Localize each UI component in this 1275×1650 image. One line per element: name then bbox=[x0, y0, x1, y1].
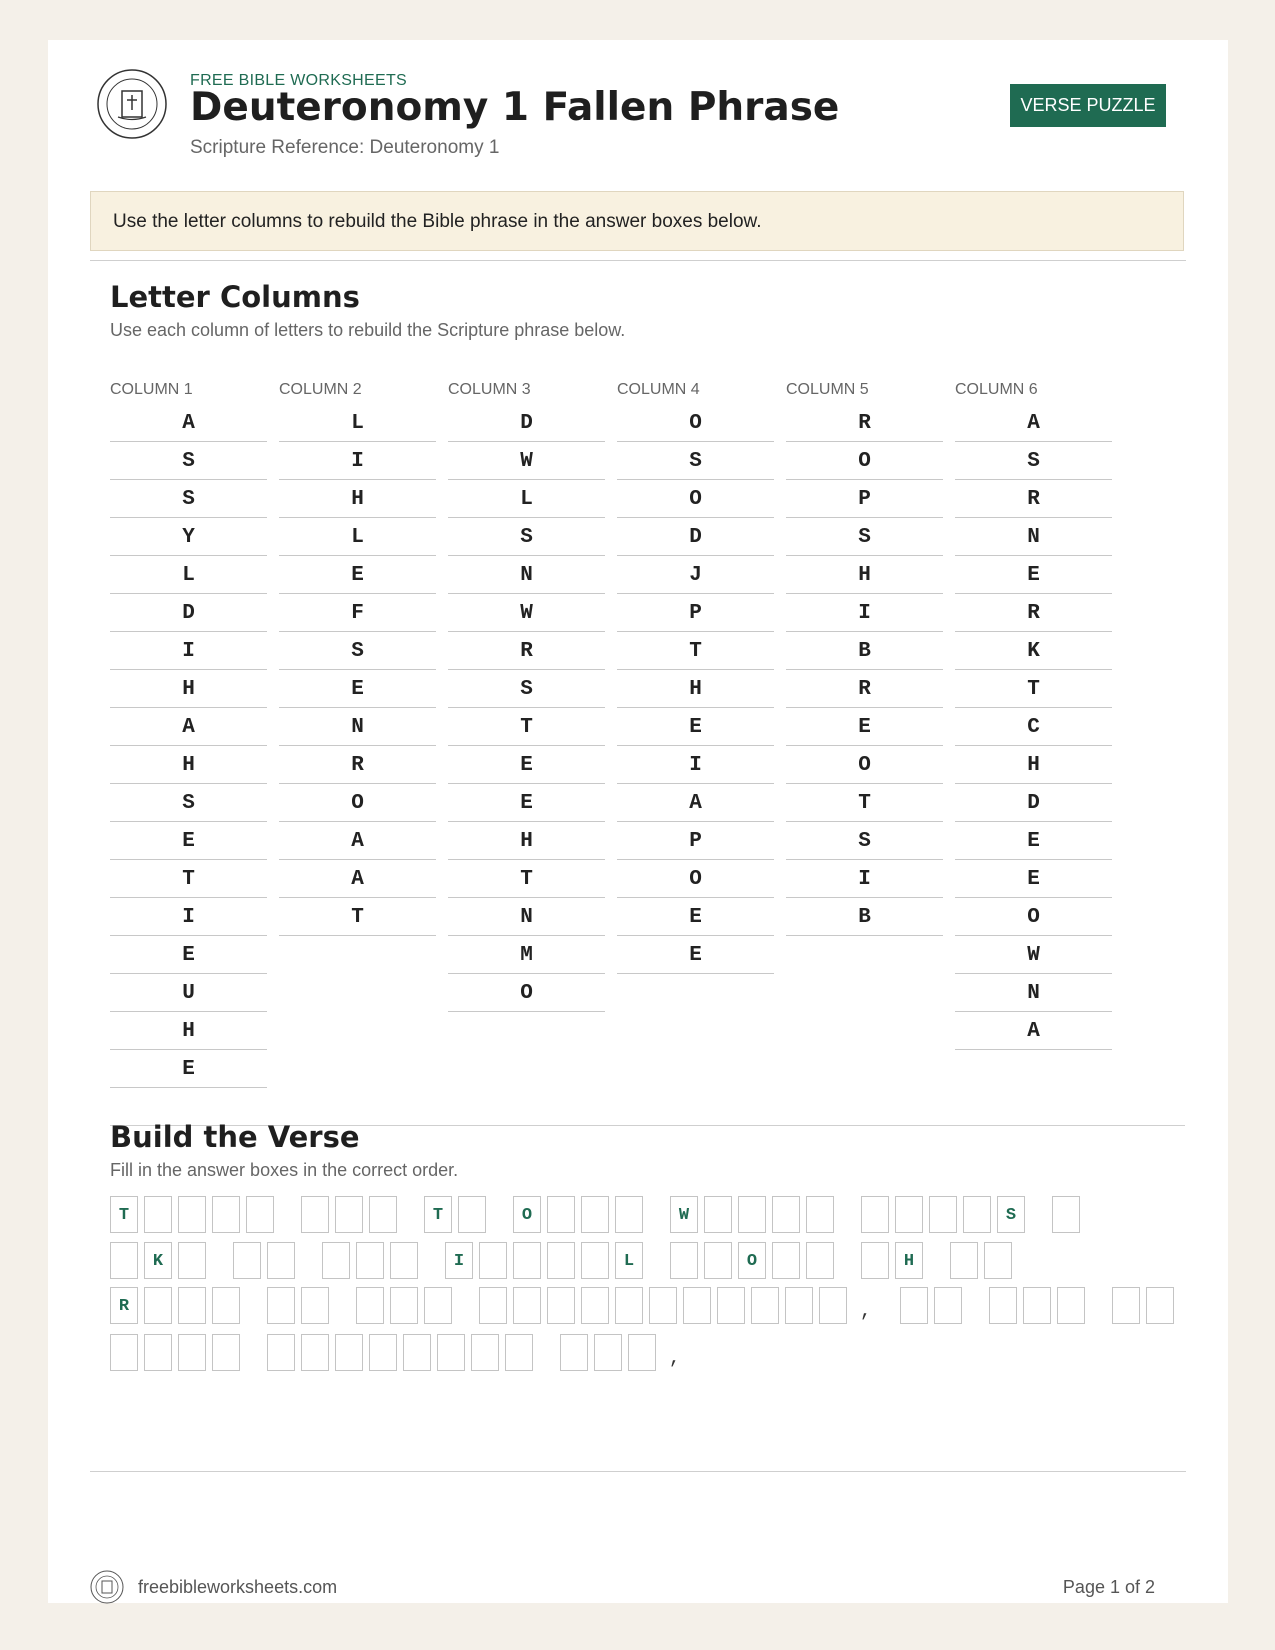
letter-cell: D bbox=[617, 518, 774, 556]
answer-box[interactable] bbox=[861, 1242, 889, 1279]
hint-letter-box[interactable]: T bbox=[110, 1196, 138, 1233]
answer-word bbox=[356, 1287, 458, 1324]
hint-letter-box[interactable]: L bbox=[615, 1242, 643, 1279]
answer-box[interactable] bbox=[806, 1196, 834, 1233]
answer-box[interactable] bbox=[437, 1334, 465, 1371]
letter-cell: A bbox=[279, 822, 436, 860]
answer-word bbox=[1052, 1196, 1086, 1233]
answer-box[interactable] bbox=[594, 1334, 622, 1371]
letter-cell: S bbox=[110, 784, 267, 822]
letter-cell: T bbox=[448, 708, 605, 746]
divider bbox=[90, 260, 1186, 261]
letter-cell: E bbox=[279, 556, 436, 594]
answer-word bbox=[110, 1334, 246, 1371]
hint-letter-box[interactable]: O bbox=[738, 1242, 766, 1279]
letter-cell: T bbox=[955, 670, 1112, 708]
answer-word bbox=[267, 1287, 335, 1324]
letter-cell: H bbox=[110, 746, 267, 784]
answer-box[interactable] bbox=[267, 1287, 295, 1324]
letter-cell: E bbox=[279, 670, 436, 708]
letter-cell: E bbox=[617, 936, 774, 974]
answer-box[interactable] bbox=[471, 1334, 499, 1371]
answer-box[interactable] bbox=[785, 1287, 813, 1324]
letter-cell: S bbox=[617, 442, 774, 480]
comma-punctuation: , bbox=[669, 1347, 681, 1369]
letter-cell: E bbox=[786, 708, 943, 746]
letter-cell: A bbox=[955, 1012, 1112, 1050]
answer-box[interactable] bbox=[390, 1287, 418, 1324]
answer-box[interactable] bbox=[110, 1334, 138, 1371]
answer-box[interactable] bbox=[1023, 1287, 1051, 1324]
answer-word bbox=[233, 1242, 301, 1279]
answer-word bbox=[900, 1287, 968, 1324]
letter-cell: D bbox=[955, 784, 1112, 822]
letter-column bbox=[786, 378, 943, 936]
answer-box[interactable] bbox=[369, 1196, 397, 1233]
letter-cell: L bbox=[448, 480, 605, 518]
answer-box[interactable] bbox=[704, 1196, 732, 1233]
letter-cell: O bbox=[617, 480, 774, 518]
letter-cell: W bbox=[955, 936, 1112, 974]
footer-site: freebibleworksheets.com bbox=[138, 1577, 338, 1597]
answer-box[interactable] bbox=[301, 1287, 329, 1324]
column-label: COLUMN 4 bbox=[617, 381, 700, 398]
answer-box[interactable] bbox=[1052, 1196, 1080, 1233]
hint-letter-box[interactable]: S bbox=[997, 1196, 1025, 1233]
answer-word bbox=[670, 1196, 840, 1233]
letter-cell: R bbox=[786, 670, 943, 708]
letter-cell: R bbox=[448, 632, 605, 670]
answer-box[interactable] bbox=[144, 1196, 172, 1233]
answer-box[interactable] bbox=[301, 1334, 329, 1371]
letter-cell: B bbox=[786, 632, 943, 670]
answer-box[interactable] bbox=[144, 1334, 172, 1371]
column-label: COLUMN 3 bbox=[448, 381, 531, 398]
answer-box[interactable] bbox=[581, 1196, 609, 1233]
letter-cell: E bbox=[110, 936, 267, 974]
letter-cell: R bbox=[279, 746, 436, 784]
answer-box[interactable] bbox=[560, 1334, 588, 1371]
letter-cell: I bbox=[617, 746, 774, 784]
answer-word bbox=[560, 1334, 662, 1371]
answer-box[interactable] bbox=[581, 1287, 609, 1324]
answer-row bbox=[110, 1196, 1107, 1234]
answer-box[interactable] bbox=[819, 1287, 847, 1324]
letter-cell: W bbox=[448, 442, 605, 480]
answer-box[interactable] bbox=[1057, 1287, 1085, 1324]
verse-puzzle-badge: VERSE PUZZLE bbox=[1010, 84, 1166, 127]
answer-box[interactable] bbox=[424, 1287, 452, 1324]
letter-cell: H bbox=[110, 1012, 267, 1050]
letter-cell: W bbox=[448, 594, 605, 632]
answer-box[interactable] bbox=[212, 1196, 240, 1233]
page-title: Deuteronomy 1 Fallen Phrase bbox=[190, 85, 840, 130]
letter-cell: E bbox=[110, 822, 267, 860]
answer-box[interactable] bbox=[963, 1196, 991, 1233]
letter-cell: H bbox=[448, 822, 605, 860]
answer-box[interactable] bbox=[615, 1196, 643, 1233]
letter-cell: C bbox=[955, 708, 1112, 746]
letter-cell: H bbox=[110, 670, 267, 708]
letter-cell: D bbox=[110, 594, 267, 632]
letter-cell: B bbox=[786, 898, 943, 936]
answer-box[interactable] bbox=[178, 1242, 206, 1279]
answer-box[interactable] bbox=[403, 1334, 431, 1371]
answer-box[interactable] bbox=[772, 1242, 800, 1279]
answer-box[interactable] bbox=[335, 1196, 363, 1233]
answer-box[interactable] bbox=[267, 1242, 295, 1279]
letter-cell: R bbox=[955, 480, 1112, 518]
answer-box[interactable] bbox=[178, 1196, 206, 1233]
answer-box[interactable] bbox=[670, 1242, 698, 1279]
letter-cell: I bbox=[279, 442, 436, 480]
letter-cell: Y bbox=[110, 518, 267, 556]
answer-box[interactable] bbox=[806, 1242, 834, 1279]
answer-box[interactable] bbox=[356, 1287, 384, 1324]
answer-box[interactable] bbox=[547, 1196, 575, 1233]
letter-cell: O bbox=[279, 784, 436, 822]
brand-name: FREE BIBLE WORKSHEETS bbox=[190, 72, 408, 89]
answer-box[interactable] bbox=[547, 1242, 575, 1279]
answer-box[interactable] bbox=[717, 1287, 745, 1324]
answer-word bbox=[445, 1242, 649, 1279]
hint-letter-box[interactable]: W bbox=[670, 1196, 698, 1233]
letter-cell: E bbox=[617, 898, 774, 936]
scripture-reference: Scripture Reference: Deuteronomy 1 bbox=[190, 137, 500, 158]
letter-cell: T bbox=[110, 860, 267, 898]
letter-cell: N bbox=[955, 974, 1112, 1012]
letter-cell: I bbox=[110, 632, 267, 670]
answer-box[interactable] bbox=[390, 1242, 418, 1279]
answer-box[interactable] bbox=[301, 1196, 329, 1233]
letter-cell: S bbox=[110, 480, 267, 518]
letter-cell: P bbox=[617, 822, 774, 860]
letter-column bbox=[110, 378, 267, 1088]
answer-box[interactable] bbox=[513, 1242, 541, 1279]
letter-column bbox=[955, 378, 1112, 1050]
answer-word bbox=[110, 1196, 280, 1233]
answer-box[interactable] bbox=[505, 1334, 533, 1371]
letter-columns-heading: Letter Columns bbox=[110, 280, 360, 314]
letter-cell: H bbox=[617, 670, 774, 708]
answer-box[interactable] bbox=[267, 1334, 295, 1371]
letter-cell: O bbox=[617, 860, 774, 898]
answer-word bbox=[513, 1196, 649, 1233]
answer-box[interactable] bbox=[547, 1287, 575, 1324]
letter-cell: E bbox=[110, 1050, 267, 1088]
letter-cell: S bbox=[955, 442, 1112, 480]
letter-cell: A bbox=[955, 404, 1112, 442]
answer-box[interactable] bbox=[479, 1242, 507, 1279]
answer-box[interactable] bbox=[628, 1334, 656, 1371]
answer-word bbox=[1112, 1287, 1180, 1324]
letter-cell: O bbox=[786, 746, 943, 784]
answer-word bbox=[424, 1196, 492, 1233]
footer-divider bbox=[90, 1471, 1186, 1472]
letter-cell: N bbox=[448, 556, 605, 594]
answer-box[interactable] bbox=[772, 1196, 800, 1233]
letter-cell: S bbox=[448, 670, 605, 708]
letter-cell: T bbox=[448, 860, 605, 898]
letter-cell: P bbox=[617, 594, 774, 632]
answer-box[interactable] bbox=[178, 1334, 206, 1371]
hint-letter-box[interactable]: I bbox=[445, 1242, 473, 1279]
answer-box[interactable] bbox=[751, 1287, 779, 1324]
letter-column bbox=[448, 378, 605, 1012]
answer-box[interactable] bbox=[895, 1196, 923, 1233]
letter-cell: N bbox=[448, 898, 605, 936]
build-verse-heading: Build the Verse bbox=[110, 1120, 360, 1154]
answer-box[interactable] bbox=[934, 1287, 962, 1324]
letter-cell: E bbox=[955, 860, 1112, 898]
letter-cell: E bbox=[955, 556, 1112, 594]
letter-cell: A bbox=[110, 708, 267, 746]
answer-row bbox=[110, 1334, 709, 1372]
letter-cell: O bbox=[617, 404, 774, 442]
hint-letter-box[interactable]: R bbox=[110, 1287, 138, 1324]
letter-cell: S bbox=[448, 518, 605, 556]
answer-box[interactable] bbox=[246, 1196, 274, 1233]
letter-cell: I bbox=[110, 898, 267, 936]
letter-cell: I bbox=[786, 860, 943, 898]
letter-cell: E bbox=[448, 746, 605, 784]
letter-cell: J bbox=[617, 556, 774, 594]
letter-cell: M bbox=[448, 936, 605, 974]
letter-cell: N bbox=[955, 518, 1112, 556]
letter-columns-subtitle: Use each column of letters to rebuild the Scripture phrase below. bbox=[110, 320, 626, 340]
letter-cell: T bbox=[279, 898, 436, 936]
answer-box[interactable] bbox=[479, 1287, 507, 1324]
answer-box[interactable] bbox=[335, 1334, 363, 1371]
letter-cell: O bbox=[786, 442, 943, 480]
hint-letter-box[interactable]: H bbox=[895, 1242, 923, 1279]
column-label: COLUMN 1 bbox=[110, 381, 193, 398]
answer-box[interactable] bbox=[989, 1287, 1017, 1324]
letter-cell: S bbox=[110, 442, 267, 480]
answer-row bbox=[110, 1242, 1039, 1280]
answer-word bbox=[110, 1242, 212, 1279]
footer-logo-icon bbox=[90, 1570, 124, 1604]
answer-box[interactable] bbox=[1112, 1287, 1140, 1324]
letter-cell: E bbox=[448, 784, 605, 822]
letter-cell: F bbox=[279, 594, 436, 632]
letter-cell: H bbox=[786, 556, 943, 594]
answer-word bbox=[322, 1242, 424, 1279]
answer-word bbox=[301, 1196, 403, 1233]
letter-cell: T bbox=[786, 784, 943, 822]
answer-box[interactable] bbox=[738, 1196, 766, 1233]
letter-cell: S bbox=[279, 632, 436, 670]
column-label: COLUMN 6 bbox=[955, 381, 1038, 398]
hint-letter-box[interactable]: O bbox=[513, 1196, 541, 1233]
answer-box[interactable] bbox=[178, 1287, 206, 1324]
answer-box[interactable] bbox=[950, 1242, 978, 1279]
letter-cell: R bbox=[786, 404, 943, 442]
hint-letter-box[interactable]: K bbox=[144, 1242, 172, 1279]
letter-cell: H bbox=[279, 480, 436, 518]
answer-box[interactable] bbox=[513, 1287, 541, 1324]
letter-cell: D bbox=[448, 404, 605, 442]
answer-box[interactable] bbox=[458, 1196, 486, 1233]
letter-cell: T bbox=[617, 632, 774, 670]
letter-cell: O bbox=[955, 898, 1112, 936]
answer-box[interactable] bbox=[1146, 1287, 1174, 1324]
answer-box[interactable] bbox=[581, 1242, 609, 1279]
answer-box[interactable] bbox=[649, 1287, 677, 1324]
answer-box[interactable] bbox=[900, 1287, 928, 1324]
answer-box[interactable] bbox=[212, 1287, 240, 1324]
answer-box[interactable] bbox=[356, 1242, 384, 1279]
answer-row bbox=[110, 1287, 1201, 1325]
answer-word bbox=[670, 1242, 840, 1279]
hint-letter-box[interactable]: T bbox=[424, 1196, 452, 1233]
letter-cell: E bbox=[617, 708, 774, 746]
letter-column bbox=[617, 378, 774, 974]
answer-word bbox=[950, 1242, 1018, 1279]
answer-box[interactable] bbox=[704, 1242, 732, 1279]
letter-cell: S bbox=[786, 822, 943, 860]
answer-box[interactable] bbox=[369, 1334, 397, 1371]
answer-box[interactable] bbox=[861, 1196, 889, 1233]
answer-word bbox=[861, 1242, 929, 1279]
column-label: COLUMN 2 bbox=[279, 381, 362, 398]
letter-cell: A bbox=[110, 404, 267, 442]
letter-cell: L bbox=[110, 556, 267, 594]
letter-cell: L bbox=[279, 518, 436, 556]
letter-column bbox=[279, 378, 436, 936]
letter-cell: K bbox=[955, 632, 1112, 670]
letter-cell: S bbox=[786, 518, 943, 556]
worksheet-page bbox=[48, 40, 1228, 1603]
answer-word bbox=[110, 1287, 246, 1324]
answer-box[interactable] bbox=[615, 1287, 643, 1324]
letter-cell: I bbox=[786, 594, 943, 632]
letter-cell: A bbox=[617, 784, 774, 822]
answer-box[interactable] bbox=[212, 1334, 240, 1371]
build-verse-subtitle: Fill in the answer boxes in the correct order. bbox=[110, 1160, 459, 1180]
answer-box[interactable] bbox=[110, 1242, 138, 1279]
answer-box[interactable] bbox=[144, 1287, 172, 1324]
column-label: COLUMN 5 bbox=[786, 381, 869, 398]
letter-cell: H bbox=[955, 746, 1112, 784]
answer-word bbox=[479, 1287, 853, 1324]
answer-word bbox=[861, 1196, 1031, 1233]
letter-cell: R bbox=[955, 594, 1112, 632]
answer-word bbox=[267, 1334, 539, 1371]
letter-cell: P bbox=[786, 480, 943, 518]
answer-box[interactable] bbox=[984, 1242, 1012, 1279]
comma-punctuation: , bbox=[860, 1300, 872, 1322]
letter-cell: N bbox=[279, 708, 436, 746]
letter-cell: U bbox=[110, 974, 267, 1012]
letter-cell: E bbox=[955, 822, 1112, 860]
answer-box[interactable] bbox=[683, 1287, 711, 1324]
bible-logo-icon bbox=[96, 68, 168, 140]
letter-cell: A bbox=[279, 860, 436, 898]
letter-cell: O bbox=[448, 974, 605, 1012]
letter-cell: L bbox=[279, 404, 436, 442]
answer-box[interactable] bbox=[322, 1242, 350, 1279]
answer-word bbox=[989, 1287, 1091, 1324]
answer-box[interactable] bbox=[233, 1242, 261, 1279]
answer-box[interactable] bbox=[929, 1196, 957, 1233]
instruction-box: Use the letter columns to rebuild the Bible phrase in the answer boxes below. bbox=[90, 191, 1184, 251]
page-number: Page 1 of 2 bbox=[1062, 1577, 1155, 1597]
